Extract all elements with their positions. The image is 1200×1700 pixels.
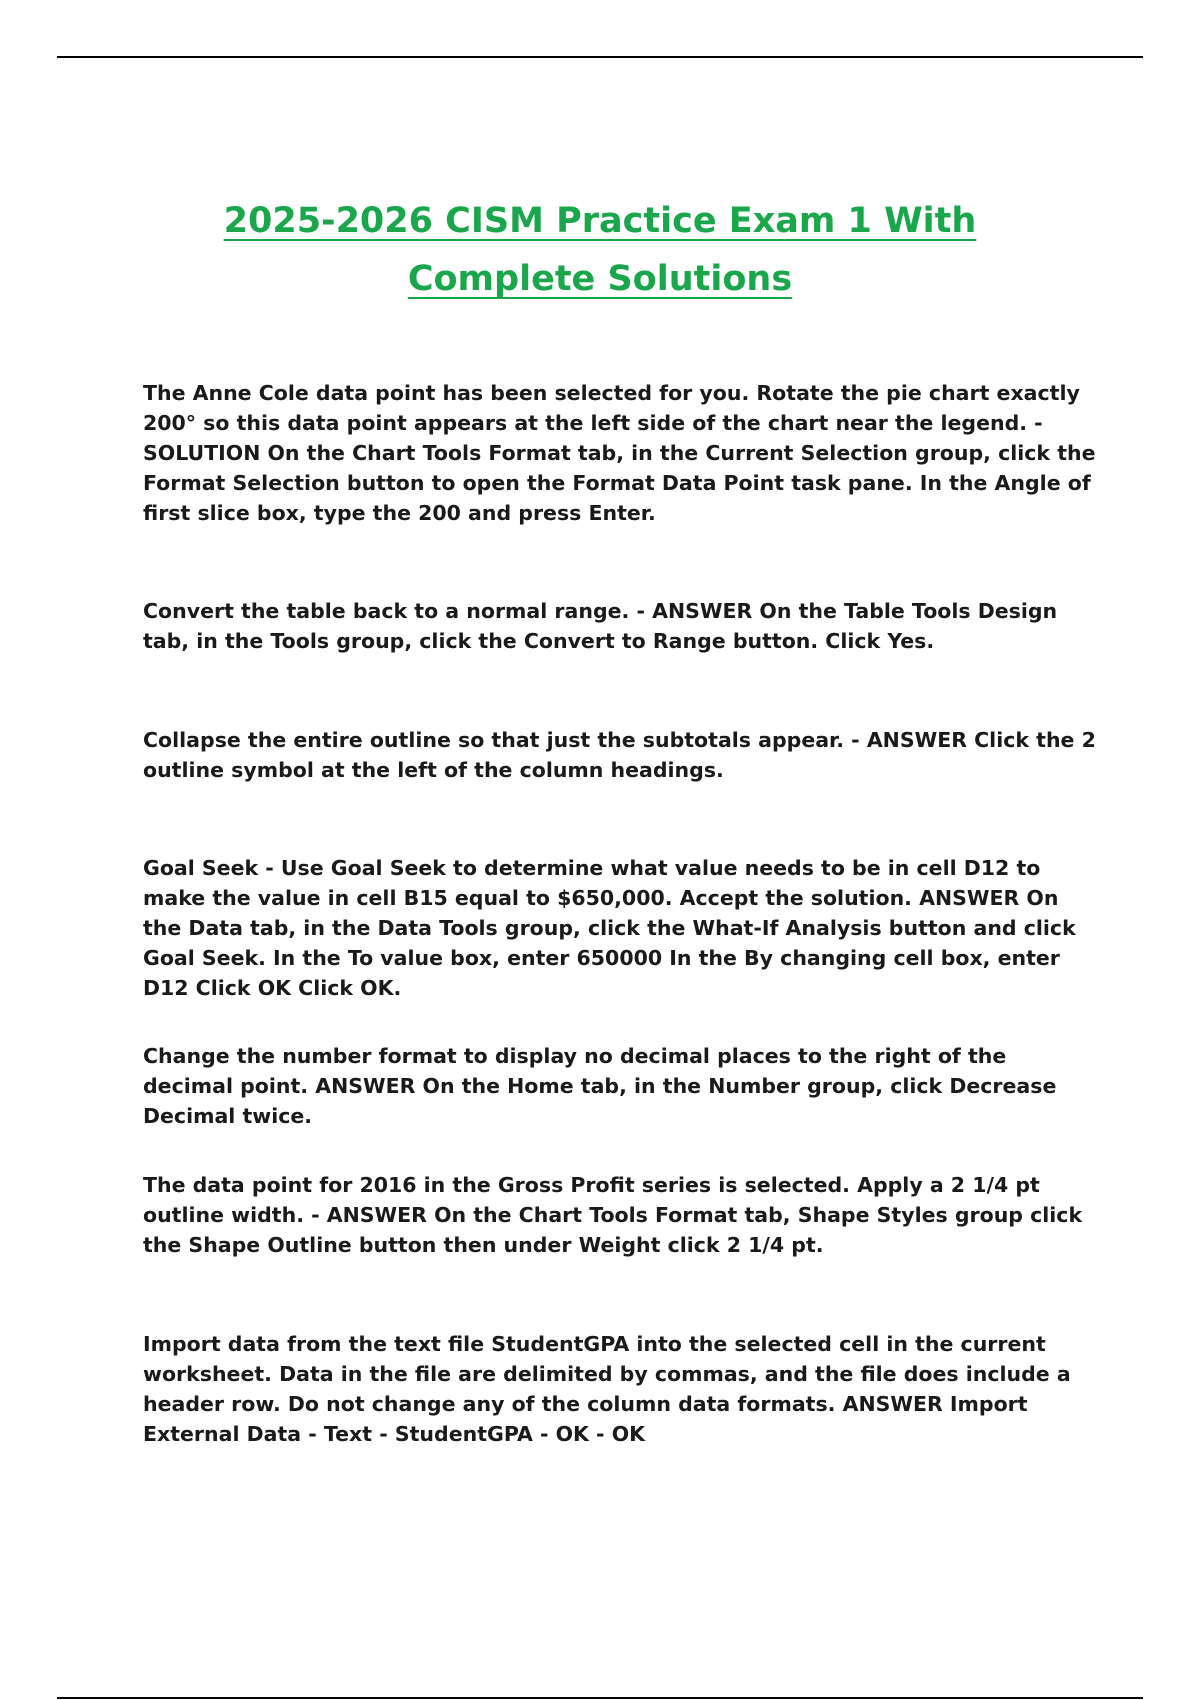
document-title xyxy=(150,192,1050,308)
question-answer-2: Convert the table back to a normal range. - ANSWER On the Table Tools Design tab, in the Tools group, click the Convert to Range button. Click Yes. xyxy=(143,599,1058,653)
top-rule xyxy=(57,56,1143,58)
title-line-2: Complete Solutions xyxy=(407,259,793,299)
question-answer-4: Goal Seek - Use Goal Seek to determine what value needs to be in cell D12 to make the value in cell B15 equal to $650,000. Accept the solution. ANSWER On the Data tab, in the Data Tools group, click the What-If Analysis button and click Goal Seek. In the To value box, enter 650000 In the By changing cell box, enter D12 Click OK Click OK. xyxy=(143,856,1076,1000)
question-answer-6: The data point for 2016 in the Gross Profit series is selected. Apply a 2 1/4 pt outline width. - ANSWER On the Chart Tools Format tab, Shape Styles group click the Shape Outline button then under Weight click 2 1/4 pt. xyxy=(143,1173,1083,1257)
question-answer-7: Import data from the text file StudentGPA into the selected cell in the current worksheet. Data in the file are delimited by commas, and the file does include a header row. Do not change any of the column data formats. ANSWER Import External Data - Text - StudentGPA - OK - OK xyxy=(143,1332,1071,1446)
question-answer-3: Collapse the entire outline so that just the subtotals appear. - ANSWER Click the 2 outline symbol at the left of the column headings. xyxy=(143,728,1096,782)
question-answer-1: The Anne Cole data point has been selected for you. Rotate the pie chart exactly 200° so this data point appears at the left side of the chart near the legend. - SOLUTION On the Chart Tools Format tab, in the Current Selection group, click the Format Selection button to open the Format Data Point task pane. In the Angle of first slice box, type the 200 and press Enter. xyxy=(143,381,1096,525)
bottom-rule xyxy=(57,1697,1143,1699)
title-line-1: 2025-2026 CISM Practice Exam 1 With xyxy=(223,201,977,241)
question-answer-5: Change the number format to display no decimal places to the right of the decimal point. ANSWER On the Home tab, in the Number group, click Decrease Decimal twice. xyxy=(143,1044,1057,1128)
